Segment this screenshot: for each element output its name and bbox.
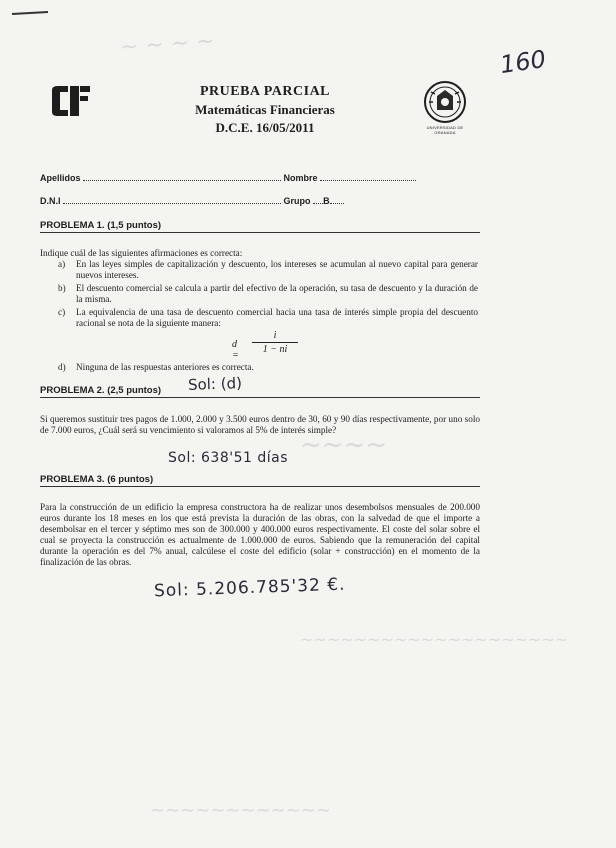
- exam-subject: Matemáticas Financieras: [195, 102, 335, 117]
- exam-title-block: [150, 84, 380, 136]
- grupo-value: B: [323, 196, 330, 206]
- problem-1-heading: PROBLEMA 1. (1,5 puntos): [40, 220, 480, 233]
- problem-2-solution-handwritten: Sol: 638'51 días: [168, 450, 288, 466]
- problem-1-solution-handwritten: Sol: (d): [187, 374, 243, 394]
- grupo-blank-after: [330, 195, 344, 204]
- formula-denominator: 1 − ni: [262, 344, 288, 355]
- option-text: En las leyes simples de capitalización y descuento, los intereses se acumulan al nuevo capital para generar nuevos intereses.: [76, 259, 478, 280]
- problem-3-text: Para la construcción de un edificio la empresa constructora ha de realizar unos desembolsos mensuales de 200.000 euros durante los 18 meses en los que está prevista la duración de las obras, con la salvedad de que el importe a desembolsar en el tercer y séptimo mes son de 300.000 y 400.000 euros respectivamente. El coste del solar sobre el cual se proyecta la construcción es actualmente de 1.000.000 de euros. Sabiendo que la remuneración del capital durante la operación es del 7% anual, calcúlese el coste del edificio (solar + construcción) en el momento de la finalización de las obras.: [40, 502, 480, 567]
- option-letter: c): [58, 307, 66, 317]
- university-seal: [418, 80, 472, 136]
- apellidos-blank: [83, 172, 281, 181]
- university-name: UNIVERSIDAD DE GRANADA: [426, 125, 464, 135]
- problem-3-solution-handwritten: Sol: 5.206.785'32 €.: [153, 574, 346, 602]
- formula-fraction: [252, 330, 298, 355]
- bleed-through-mark: ~~~~: [300, 430, 388, 460]
- apellidos-row: [40, 172, 416, 183]
- exam-title: PRUEBA PARCIAL: [199, 84, 331, 99]
- nombre-label: Nombre: [283, 173, 318, 183]
- option-letter: b): [58, 283, 66, 293]
- option-letter: a): [58, 259, 66, 269]
- problem-2-text: Si queremos sustituir tres pagos de 1.000, 2.000 y 3.500 euros dentro de 30, 60 y 90 días respectivamente, por uno solo de 7.000 euros, ¿Cuál será su vencimiento si valoramos al 5% de interés simple?: [40, 414, 480, 435]
- bleed-through-mark: ~ ~ ~ ~: [119, 28, 216, 61]
- option-text: La equivalencia de una tasa de descuento comercial hacia una tasa de interés simple propia del descuento racional se nota de la siguiente manera:: [76, 307, 478, 328]
- dni-blank: [63, 195, 281, 204]
- page-number-handwritten: 160: [498, 44, 548, 80]
- bleed-through-mark: ~~~~~~~~~~~~~~~~~~~~: [300, 630, 569, 649]
- dni-row: [40, 195, 344, 206]
- problem-3-heading: PROBLEMA 3. (6 puntos): [40, 474, 480, 487]
- exam-course-date: D.C.E. 16/05/2011: [215, 120, 315, 135]
- apellidos-label: Apellidos: [40, 173, 81, 183]
- nombre-blank: [320, 172, 416, 181]
- option-text: Ninguna de las respuestas anteriores es correcta.: [76, 362, 254, 372]
- corner-pen-mark: [12, 11, 48, 15]
- dni-label: D.N.I: [40, 196, 61, 206]
- formula-numerator: i: [252, 330, 298, 343]
- grupo-label: Grupo: [283, 196, 311, 206]
- bleed-through-mark: ~~~~~~~~~~~~: [150, 800, 331, 821]
- grupo-blank-before: [313, 195, 323, 204]
- faculty-logo: [48, 84, 92, 118]
- formula-lhs: d =: [232, 339, 239, 361]
- option-letter: d): [58, 362, 66, 372]
- problem-1-intro: Indique cuál de las siguientes afirmaciones es correcta:: [40, 248, 243, 258]
- option-text: El descuento comercial se calcula a partir del efectivo de la operación, su tasa de descuento y la duración de la misma.: [76, 283, 478, 304]
- problem-2-heading: PROBLEMA 2. (2,5 puntos): [40, 385, 480, 398]
